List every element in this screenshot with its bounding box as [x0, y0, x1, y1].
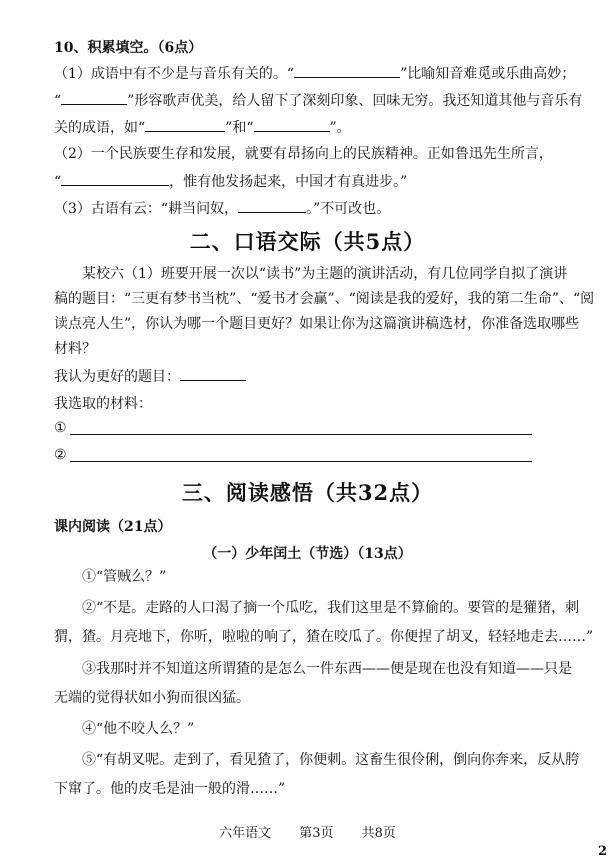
answer-blank[interactable]	[254, 117, 330, 132]
passage-line-1: ①“管贼么？”	[82, 569, 167, 585]
answer-blank[interactable]	[145, 117, 225, 132]
answer-blank[interactable]	[61, 171, 169, 186]
section2-para-line3: 读点亮人生”，你认为哪一个题目更好？如果让你为这篇演讲稿选材，你准备选取哪些	[54, 316, 580, 332]
passage-line-5a: ⑤“有胡叉呢。走到了，看见猹了，你便刺。这畜生很伶俐，倒向你奔来，反从胯	[82, 752, 580, 768]
passage-line-3a: ③我那时并不知道这所谓猹的是怎么一件东西——便是现在也没有知道——只是	[82, 661, 572, 677]
q10-p1-text-c: “	[54, 93, 62, 109]
passage-line-4: ④“他不咬人么？”	[82, 721, 195, 737]
materials-label: 我选取的材料：	[54, 396, 152, 412]
section3-heading: 三、阅读感悟（共32点）	[181, 480, 434, 505]
q10-p2-line2	[54, 171, 407, 192]
better-title-label: 我认为更好的题目：	[54, 369, 180, 385]
material-item-1-marker: ①	[54, 420, 67, 436]
answer-blank[interactable]	[294, 63, 400, 78]
footer-page: 第3页	[299, 826, 334, 841]
q10-p1-text-b: ”比喻知音难觅或乐曲高妙；	[400, 66, 576, 82]
q10-p1-line2	[54, 90, 582, 111]
passage-title: （一）少年闰土（节选）（13点）	[203, 546, 412, 562]
q10-title: 10、积累填空。（6点）	[54, 40, 203, 56]
page-footer	[0, 822, 615, 841]
footer-total: 共8页	[361, 826, 396, 841]
answer-blank[interactable]	[61, 90, 127, 105]
passage-line-3b: 无端的觉得状如小狗而很凶猛。	[54, 690, 250, 706]
q10-p1-line3	[54, 117, 351, 138]
q10-p1-text-e: 关的成语，如“	[54, 120, 146, 136]
passage-line-2a: ②“不是。走路的人口渴了摘一个瓜吃，我们这里是不算偷的。要管的是獾猪，刺	[82, 600, 580, 616]
material-answer-line-2[interactable]	[70, 461, 532, 462]
section3-sub: 课内阅读（21点）	[54, 519, 172, 535]
section2-para-line2: 稿的题目：“三更有梦书当枕”、“爱书才会赢”、“阅读是我的爱好，我的第二生命”、“阅	[54, 291, 595, 307]
page-number: 2	[597, 844, 607, 859]
material-answer-line-1[interactable]	[70, 434, 532, 435]
footer-subject: 六年语文	[219, 826, 272, 841]
better-title-row	[54, 366, 246, 387]
better-title-blank[interactable]	[180, 366, 246, 381]
answer-blank[interactable]	[238, 198, 306, 213]
q10-p2-text-b: “	[54, 174, 62, 190]
section2-heading: 二、口语交际（共5点）	[189, 229, 426, 254]
q10-p2-text-c: ，惟有他发扬起来，中国才有真进步。”	[169, 174, 408, 190]
section2-para-line1: 某校六（1）班要开展一次以“读书”为主题的演讲活动，有几位同学自拟了演讲	[82, 266, 568, 282]
q10-p1-text-a: （1）成语中有不少是与音乐有关的。“	[54, 66, 295, 82]
section2-para-line4: 材料？	[54, 341, 96, 357]
q10-p1-text-d: ”形容歌声优美，给人留下了深刻印象、回味无穷。我还知道其他与音乐有	[127, 93, 583, 109]
q10-p2-line1: （2）一个民族要生存和发展，就要有昂扬向上的民族精神。正如鲁迅先生所言，	[54, 146, 553, 162]
q10-p1-text-f: ”和“	[225, 120, 254, 136]
passage-line-5b: 下窜了。他的皮毛是油一般的滑……”	[54, 781, 286, 797]
q10-p3-text-b: 。”不可改也。	[306, 201, 391, 217]
q10-p3-text-a: （3）古语有云：“耕当问奴，	[54, 201, 239, 217]
passage-line-2b: 猬，猹。月亮地下，你听，啦啦的响了，猹在咬瓜了。你便捏了胡叉，轻轻地走去……”	[54, 629, 594, 645]
q10-p3-line	[54, 198, 390, 219]
material-item-2-marker: ②	[54, 447, 67, 463]
q10-p1-text-g: ”。	[329, 120, 351, 136]
q10-p1-line1	[54, 63, 575, 84]
